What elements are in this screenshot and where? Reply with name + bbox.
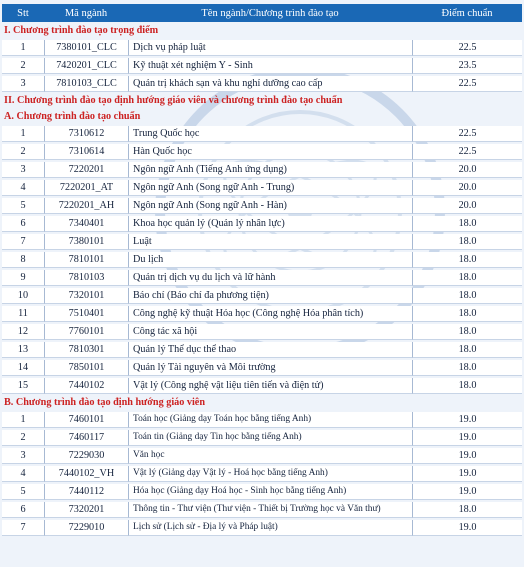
cell-name: Quản trị khách sạn và khu nghỉ dưỡng cao cấp	[128, 76, 412, 92]
cell-code: 7810101	[44, 252, 128, 268]
cell-score: 18.0	[412, 270, 522, 286]
cell-name: Toán học (Giảng dạy Toán học bằng tiếng Anh)	[128, 412, 412, 428]
section-title-text: I. Chương trình đào tạo trọng điểm	[4, 25, 159, 36]
cell-score: 18.0	[412, 342, 522, 358]
cell-code: 7229010	[44, 520, 128, 536]
cell-stt: 14	[2, 360, 44, 376]
cell-stt: 4	[2, 466, 44, 482]
cell-name: Văn học	[128, 448, 412, 464]
header-name: Tên ngành/Chương trình đào tạo	[128, 4, 412, 22]
cell-name: Quản lý Tài nguyên và Môi trường	[128, 360, 412, 376]
cell-code: 7420201_CLC	[44, 58, 128, 74]
cell-code: 7380101_CLC	[44, 40, 128, 56]
table-row	[2, 342, 522, 358]
cell-code: 7220201	[44, 162, 128, 178]
header-stt: Stt	[2, 4, 44, 22]
cell-score: 19.0	[412, 412, 522, 428]
cell-stt: 5	[2, 484, 44, 500]
table-row	[2, 252, 522, 268]
cell-name: Ngôn ngữ Anh (Song ngữ Anh - Trung)	[128, 180, 412, 196]
cell-code: 7510401	[44, 306, 128, 322]
cell-name: Quản trị dịch vụ du lịch và lữ hành	[128, 270, 412, 286]
cell-stt: 4	[2, 180, 44, 196]
cell-name: Thông tin - Thư viện (Thư viện - Thiết bị Trường học và Văn thư)	[128, 502, 412, 518]
cell-stt: 7	[2, 234, 44, 250]
header-code: Mã ngành	[44, 4, 128, 22]
cell-code: 7760101	[44, 324, 128, 340]
table-row	[2, 430, 522, 446]
table-row	[2, 76, 522, 92]
cell-code: 7440102	[44, 378, 128, 394]
cell-name: Hàn Quốc học	[128, 144, 412, 160]
cell-name: Khoa học quản lý (Quản lý nhân lực)	[128, 216, 412, 232]
cell-stt: 3	[2, 76, 44, 92]
cell-code: 7810103	[44, 270, 128, 286]
cell-code: 7340401	[44, 216, 128, 232]
cell-code: 7220201_AH	[44, 198, 128, 214]
cell-code: 7310612	[44, 126, 128, 142]
admission-score-table	[2, 2, 522, 538]
cell-name: Công tác xã hội	[128, 324, 412, 340]
cell-score: 18.0	[412, 252, 522, 268]
cell-score: 20.0	[412, 198, 522, 214]
table-row	[2, 126, 522, 142]
cell-name: Báo chí (Báo chí đa phương tiện)	[128, 288, 412, 304]
cell-name: Vật lý (Công nghệ vật liệu tiên tiến và điện tử)	[128, 378, 412, 394]
cell-score: 18.0	[412, 234, 522, 250]
table-row	[2, 412, 522, 428]
cell-score: 18.0	[412, 216, 522, 232]
cell-score: 22.5	[412, 126, 522, 142]
cell-code: 7810103_CLC	[44, 76, 128, 92]
cell-code: 7810301	[44, 342, 128, 358]
table-row	[2, 520, 522, 536]
cell-stt: 9	[2, 270, 44, 286]
cell-code: 7220201_AT	[44, 180, 128, 196]
cell-name: Toán tin (Giảng dạy Tin học bằng tiếng Anh)	[128, 430, 412, 446]
cell-score: 20.0	[412, 180, 522, 196]
cell-stt: 3	[2, 162, 44, 178]
cell-score: 18.0	[412, 502, 522, 518]
cell-name: Ngôn ngữ Anh (Song ngữ Anh - Hàn)	[128, 198, 412, 214]
cell-name: Du lịch	[128, 252, 412, 268]
cell-stt: 1	[2, 412, 44, 428]
cell-name: Quản lý Thể dục thể thao	[128, 342, 412, 358]
cell-stt: 11	[2, 306, 44, 322]
table-row	[2, 466, 522, 482]
cell-name: Dịch vụ pháp luật	[128, 40, 412, 56]
cell-stt: 12	[2, 324, 44, 340]
cell-code: 7320201	[44, 502, 128, 518]
cell-code: 7460117	[44, 430, 128, 446]
cell-score: 19.0	[412, 466, 522, 482]
cell-stt: 13	[2, 342, 44, 358]
cell-stt: 2	[2, 58, 44, 74]
cell-code: 7229030	[44, 448, 128, 464]
cell-code: 7310614	[44, 144, 128, 160]
cell-code: 7440112	[44, 484, 128, 500]
cell-name: Công nghệ kỹ thuật Hóa học (Công nghệ Hóa phân tích)	[128, 306, 412, 322]
cell-code: 7850101	[44, 360, 128, 376]
cell-score: 18.0	[412, 324, 522, 340]
cell-code: 7380101	[44, 234, 128, 250]
section-title-text: A. Chương trình đào tạo chuẩn	[4, 111, 141, 122]
cell-score: 18.0	[412, 360, 522, 376]
cell-stt: 2	[2, 144, 44, 160]
cell-name: Vật lý (Giảng dạy Vật lý - Hoá học bằng tiếng Anh)	[128, 466, 412, 482]
table-row	[2, 270, 522, 286]
cell-score: 19.0	[412, 484, 522, 500]
header-row	[2, 4, 522, 22]
cell-name: Lịch sử (Lịch sử - Địa lý và Pháp luật)	[128, 520, 412, 536]
table-row	[2, 324, 522, 340]
cell-stt: 1	[2, 126, 44, 142]
cell-score: 22.5	[412, 40, 522, 56]
table-row	[2, 216, 522, 232]
section-title	[2, 110, 522, 124]
cell-score: 18.0	[412, 378, 522, 394]
cell-stt: 10	[2, 288, 44, 304]
cell-stt: 3	[2, 448, 44, 464]
table-row	[2, 58, 522, 74]
cell-stt: 1	[2, 40, 44, 56]
cell-name: Kỹ thuật xét nghiệm Y - Sinh	[128, 58, 412, 74]
cell-name: Ngôn ngữ Anh (Tiếng Anh ứng dụng)	[128, 162, 412, 178]
cell-score: 22.5	[412, 76, 522, 92]
section-title	[2, 396, 522, 410]
cell-score: 18.0	[412, 288, 522, 304]
table-row	[2, 144, 522, 160]
cell-code: 7320101	[44, 288, 128, 304]
cell-stt: 8	[2, 252, 44, 268]
cell-stt: 6	[2, 216, 44, 232]
cell-code: 7440102_VH	[44, 466, 128, 482]
table-row	[2, 448, 522, 464]
cell-score: 20.0	[412, 162, 522, 178]
cell-name: Luật	[128, 234, 412, 250]
table-row	[2, 306, 522, 322]
cell-stt: 2	[2, 430, 44, 446]
cell-score: 23.5	[412, 58, 522, 74]
cell-score: 19.0	[412, 448, 522, 464]
table-row	[2, 234, 522, 250]
section-title	[2, 94, 522, 108]
cell-code: 7460101	[44, 412, 128, 428]
table-row	[2, 378, 522, 394]
section-title	[2, 24, 522, 38]
cell-stt: 7	[2, 520, 44, 536]
table-row	[2, 198, 522, 214]
section-title-text: B. Chương trình đào tạo định hướng giáo viên	[4, 397, 205, 408]
section-title-text: II. Chương trình đào tạo định hướng giáo viên và chương trình đào tạo chuẩn	[4, 95, 343, 106]
table-row	[2, 162, 522, 178]
table-row	[2, 180, 522, 196]
cell-stt: 6	[2, 502, 44, 518]
header-score: Điểm chuẩn	[412, 4, 522, 22]
table-row	[2, 288, 522, 304]
cell-score: 19.0	[412, 520, 522, 536]
cell-score: 22.5	[412, 144, 522, 160]
cell-score: 19.0	[412, 430, 522, 446]
cell-score: 18.0	[412, 306, 522, 322]
table-row	[2, 40, 522, 56]
table-row	[2, 502, 522, 518]
cell-name: Trung Quốc học	[128, 126, 412, 142]
cell-name: Hóa học (Giảng dạy Hoá học - Sinh học bằng tiếng Anh)	[128, 484, 412, 500]
table-row	[2, 360, 522, 376]
cell-stt: 15	[2, 378, 44, 394]
cell-stt: 5	[2, 198, 44, 214]
table-row	[2, 484, 522, 500]
